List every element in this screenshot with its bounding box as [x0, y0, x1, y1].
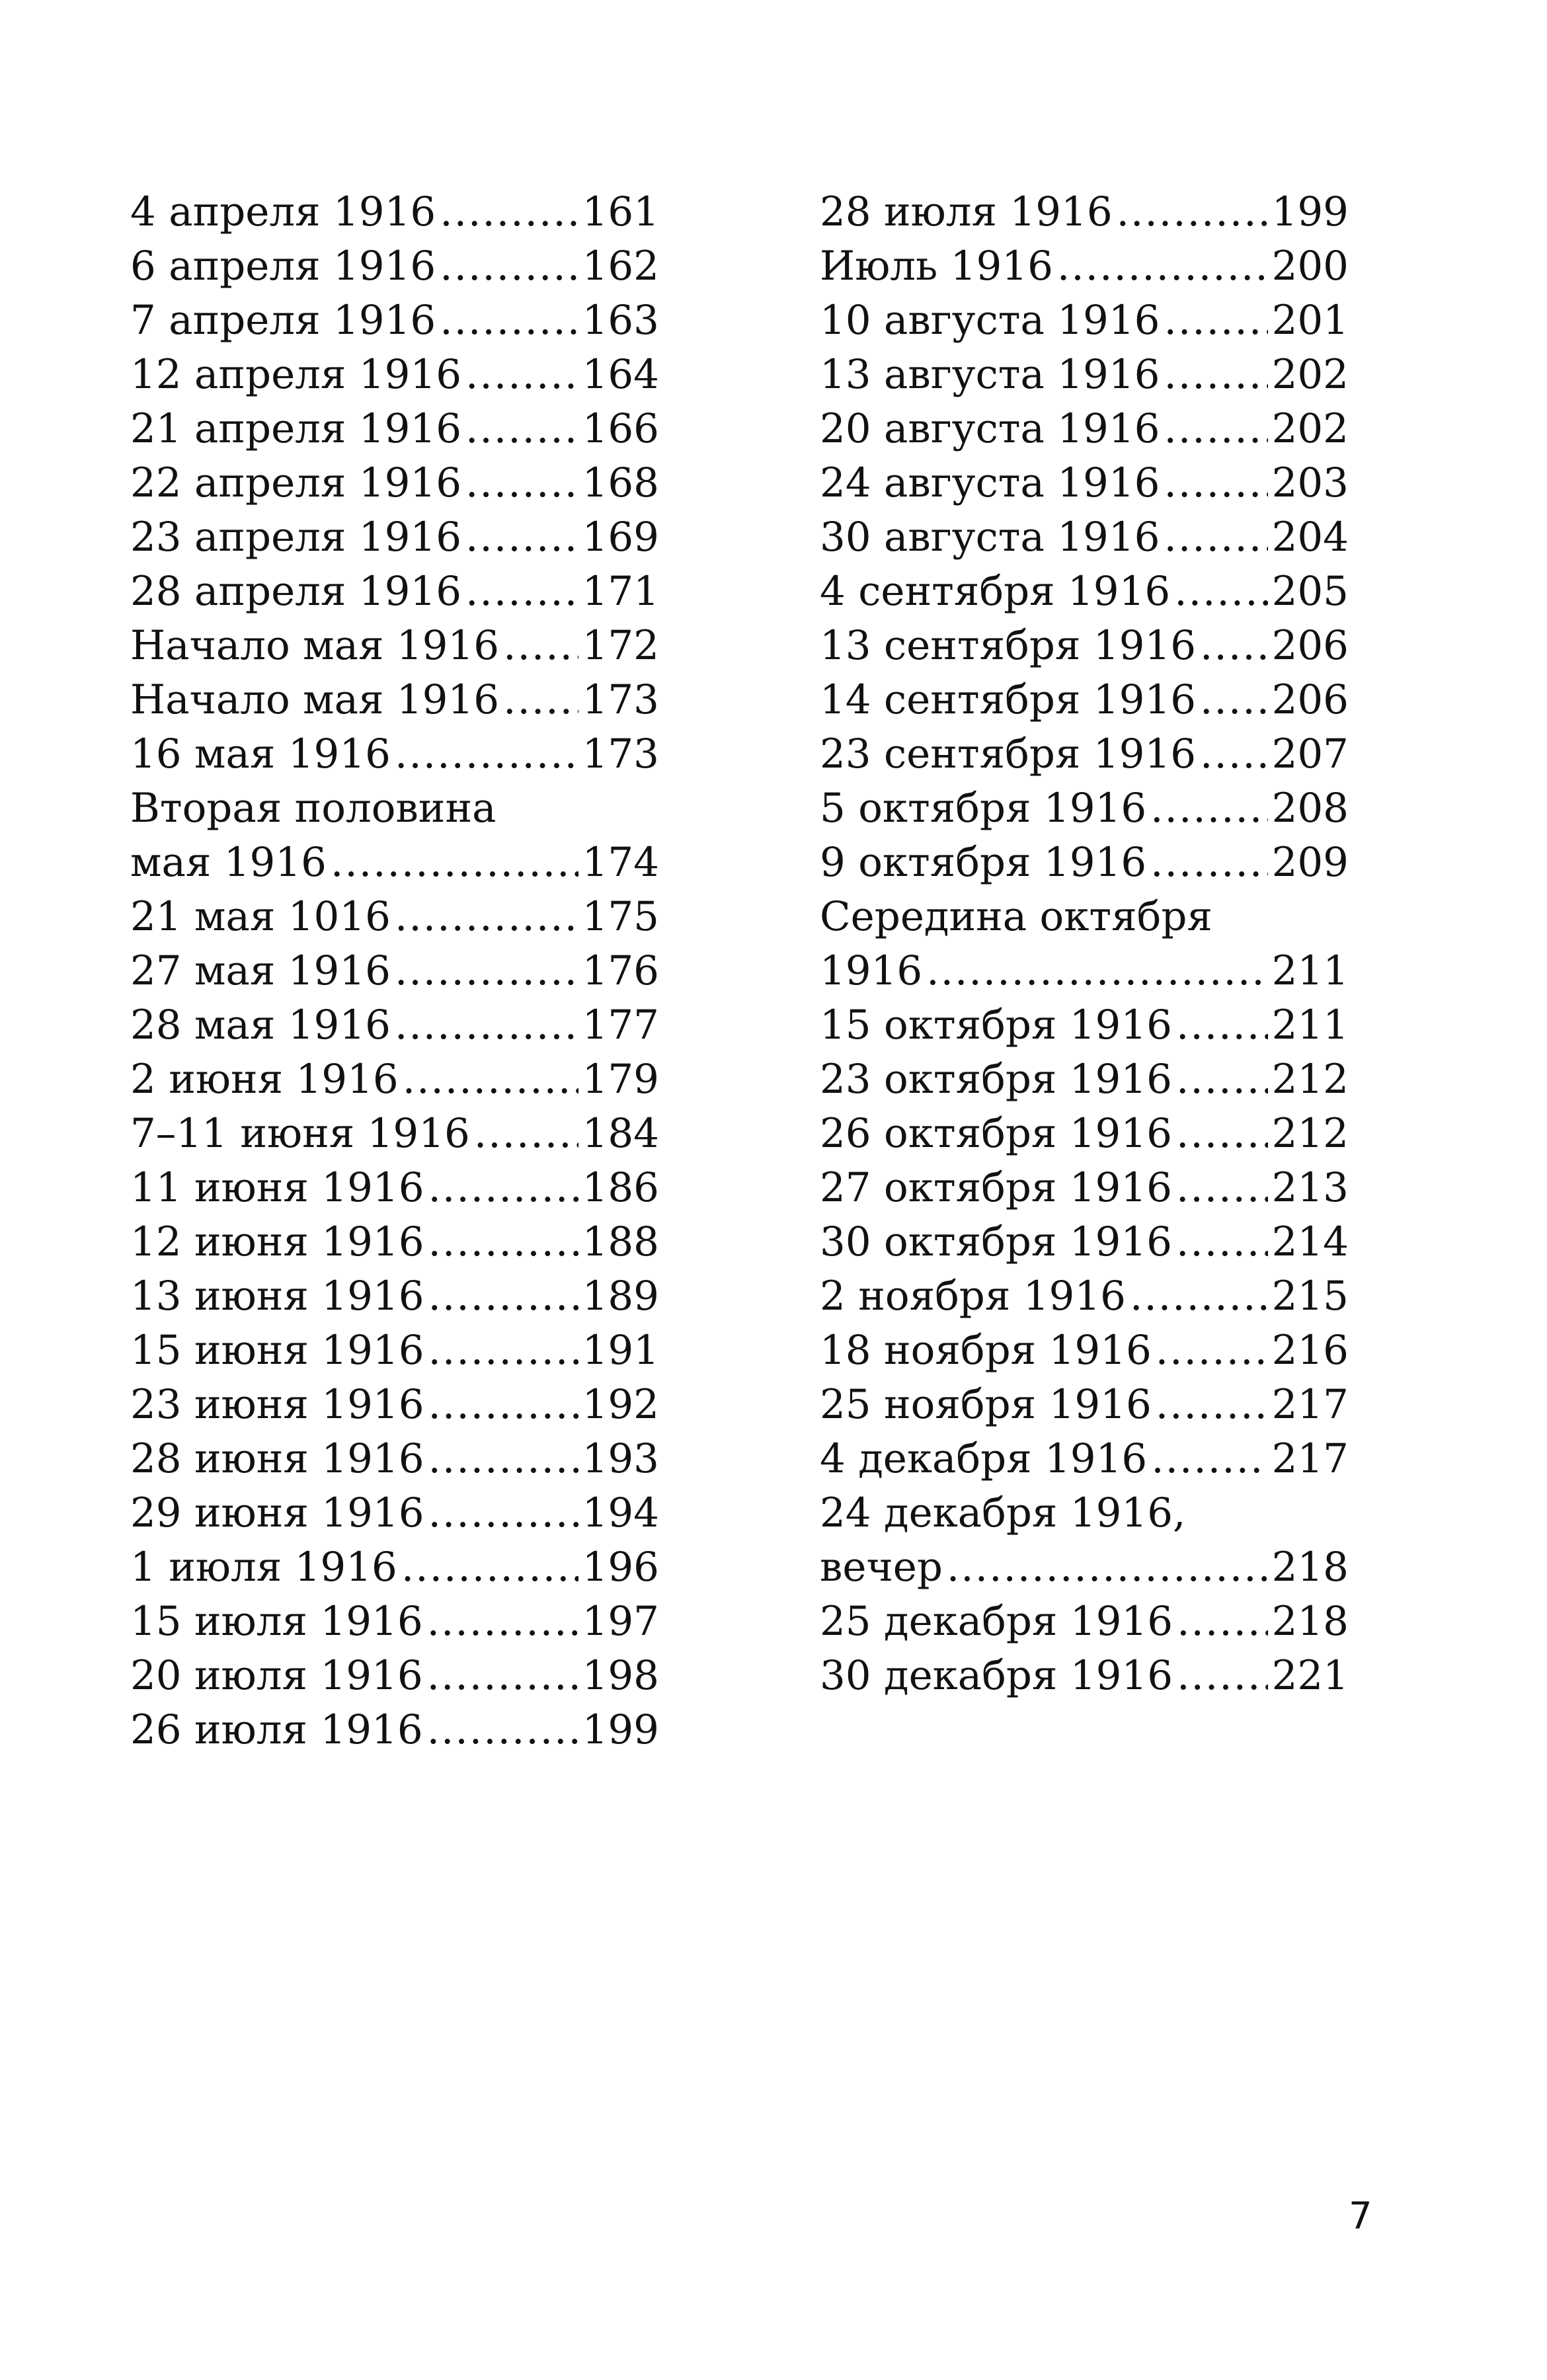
toc-entry-title: 27 октября 1916: [820, 1164, 1172, 1211]
dot-leader: [1176, 1215, 1268, 1269]
dot-leader: [427, 1649, 578, 1703]
toc-entry: [820, 998, 1349, 1052]
dot-leader: [1164, 402, 1267, 456]
dot-leader: [1176, 998, 1268, 1052]
toc-entry: [130, 239, 659, 294]
dot-leader: [395, 727, 578, 781]
toc-entry: [820, 1378, 1349, 1432]
toc-entry: [820, 1649, 1349, 1703]
toc-entry-page: 201: [1271, 297, 1349, 344]
toc-entry: [820, 565, 1349, 619]
toc-entry: [130, 727, 659, 781]
toc-entry-title: 28 июня 1916: [130, 1435, 424, 1482]
toc-entry: [820, 1215, 1349, 1269]
toc-entry-page: 184: [582, 1110, 659, 1157]
toc-entry-title: 28 мая 1916: [130, 1002, 391, 1049]
dot-leader: [427, 1595, 578, 1649]
toc-entry-title: 30 октября 1916: [820, 1218, 1172, 1265]
toc-entry-title: 6 апреля 1916: [130, 243, 436, 290]
dot-leader: [465, 565, 578, 619]
toc-entry: [130, 1649, 659, 1703]
dot-leader: [1200, 673, 1268, 727]
toc-entry-page: 203: [1271, 459, 1349, 506]
toc-entry-page: 191: [582, 1327, 659, 1374]
toc-entry: [820, 456, 1349, 510]
toc-entry-title: 22 апреля 1916: [130, 459, 462, 506]
toc-entry-title: 20 августа 1916: [820, 405, 1160, 452]
dot-leader: [428, 1269, 578, 1324]
toc-entry: [820, 402, 1349, 456]
toc-entry-page: 206: [1271, 622, 1349, 669]
toc-entry: [130, 1595, 659, 1649]
toc-entry-page: 172: [582, 622, 659, 669]
toc-entry-title: 7–11 июня 1916: [130, 1110, 470, 1157]
toc-entry: [130, 1161, 659, 1215]
toc-entry: [130, 185, 659, 239]
toc-entry-title: вечер: [820, 1544, 943, 1591]
toc-entry: [130, 348, 659, 402]
toc-entry: [130, 1215, 659, 1269]
toc-entry-title: 26 июля 1916: [130, 1706, 423, 1753]
toc-entry: [130, 673, 659, 727]
toc-entry-title: 16 мая 1916: [130, 731, 391, 777]
toc-entry-page: 177: [582, 1002, 659, 1049]
toc-entry: [130, 944, 659, 998]
dot-leader: [427, 1703, 578, 1757]
dot-leader: [395, 890, 578, 944]
toc-entry-title: 23 сентября 1916: [820, 731, 1197, 777]
dot-leader: [1151, 1432, 1267, 1486]
toc-entry-page: 199: [1271, 188, 1349, 235]
toc-entry-title: 15 октября 1916: [820, 1002, 1172, 1049]
dot-leader: [401, 1540, 578, 1595]
toc-entry-page: 175: [582, 893, 659, 940]
dot-leader: [440, 294, 578, 348]
toc-entry-title: мая 1916: [130, 839, 327, 886]
dot-leader: [1164, 294, 1267, 348]
toc-entry-page: 204: [1271, 514, 1349, 561]
dot-leader: [1150, 836, 1267, 890]
toc-entry: [130, 1324, 659, 1378]
toc-entry: [130, 619, 659, 673]
toc-entry-title: 23 апреля 1916: [130, 514, 462, 561]
toc-entry-title-line: Вторая половина: [130, 785, 496, 832]
toc-entry-title: 27 мая 1916: [130, 947, 391, 994]
dot-leader: [440, 239, 578, 294]
dot-leader: [428, 1486, 578, 1540]
toc-entry-title: 7 апреля 1916: [130, 297, 436, 344]
toc-entry: [820, 1269, 1349, 1324]
toc-entry-title: Начало мая 1916: [130, 622, 500, 669]
toc-entry-page: 196: [582, 1544, 659, 1591]
toc-entry: [130, 998, 659, 1052]
toc-entry: [130, 1486, 659, 1540]
toc-entry-page: 197: [582, 1598, 659, 1645]
toc-entry: [820, 836, 1349, 890]
toc-entry: [130, 402, 659, 456]
toc-entry-page: 217: [1271, 1435, 1349, 1482]
toc-entry: [130, 1432, 659, 1486]
dot-leader: [1176, 1107, 1268, 1161]
toc-entry-title: 13 августа 1916: [820, 351, 1160, 398]
toc-entry-page: 215: [1271, 1273, 1349, 1320]
dot-leader: [1174, 565, 1267, 619]
toc-entry-page: 166: [582, 405, 659, 452]
toc-entry-page: 176: [582, 947, 659, 994]
toc-entry: [130, 510, 659, 565]
toc-entry: [820, 781, 1349, 836]
toc-entry-page: 205: [1271, 568, 1349, 615]
toc-entry: [820, 1595, 1349, 1649]
toc-column-left: [130, 185, 659, 1757]
toc-entry-title: 11 июня 1916: [130, 1164, 424, 1211]
dot-leader: [395, 998, 578, 1052]
dot-leader: [1177, 1649, 1268, 1703]
toc-entry-title: 30 августа 1916: [820, 514, 1160, 561]
toc-entry-page: 211: [1271, 1002, 1349, 1049]
toc-entry-page: 188: [582, 1218, 659, 1265]
toc-entry: [130, 1540, 659, 1595]
toc-entry: [130, 456, 659, 510]
toc-entry-page: 218: [1271, 1598, 1349, 1645]
toc-entry-title: Начало мая 1916: [130, 676, 500, 723]
toc-entry-page: 213: [1271, 1164, 1349, 1211]
dot-leader: [1200, 727, 1268, 781]
toc-entry-page: 173: [582, 676, 659, 723]
toc-entry: [130, 294, 659, 348]
dot-leader: [331, 836, 578, 890]
toc-entry: [820, 1052, 1349, 1107]
toc-entry-page: 173: [582, 731, 659, 777]
toc-entry-title: 10 августа 1916: [820, 297, 1160, 344]
toc-entry-page: 179: [582, 1056, 659, 1103]
toc-entry-page: 189: [582, 1273, 659, 1320]
dot-leader: [428, 1432, 578, 1486]
dot-leader: [1200, 619, 1268, 673]
toc-entry-page: 214: [1271, 1218, 1349, 1265]
toc-entry: [820, 1324, 1349, 1378]
dot-leader: [1150, 781, 1267, 836]
dot-leader: [428, 1215, 578, 1269]
toc-entry-title: 12 июня 1916: [130, 1218, 424, 1265]
toc-entry-title: 25 ноября 1916: [820, 1381, 1152, 1428]
toc-entry: [820, 185, 1349, 239]
dot-leader: [428, 1161, 578, 1215]
page-number: 7: [1349, 2195, 1372, 2238]
toc-entry-title: 23 октября 1916: [820, 1056, 1172, 1103]
toc-entry-page: 164: [582, 351, 659, 398]
toc-entry: [820, 239, 1349, 294]
toc-entry-page: 162: [582, 243, 659, 290]
dot-leader: [440, 185, 578, 239]
toc-entry-title: 13 июня 1916: [130, 1273, 424, 1320]
toc-entry: [820, 944, 1349, 998]
toc-entry-title: 30 декабря 1916: [820, 1652, 1173, 1699]
toc-entry-page: 192: [582, 1381, 659, 1428]
toc-entry-page: 208: [1271, 785, 1349, 832]
toc-entry-page: 199: [582, 1706, 659, 1753]
dot-leader: [926, 944, 1267, 998]
toc-entry-title: 29 июня 1916: [130, 1489, 424, 1536]
toc-entry-title: 1916: [820, 947, 923, 994]
toc-entry-page: 202: [1271, 351, 1349, 398]
dot-leader: [465, 510, 578, 565]
toc-entry-title: 23 июня 1916: [130, 1381, 424, 1428]
dot-leader: [474, 1107, 578, 1161]
toc-entry: [820, 619, 1349, 673]
dot-leader: [503, 673, 578, 727]
toc-entry-page: 169: [582, 514, 659, 561]
dot-leader: [1117, 185, 1268, 239]
toc-entry-page: 200: [1271, 243, 1349, 290]
toc-entry-title-line: Середина октября: [820, 893, 1212, 940]
toc-entry-title: 21 мая 1016: [130, 893, 391, 940]
toc-entry-page: 168: [582, 459, 659, 506]
dot-leader: [428, 1378, 578, 1432]
dot-leader: [465, 348, 578, 402]
toc-entry-page: 206: [1271, 676, 1349, 723]
toc-entry-page: 198: [582, 1652, 659, 1699]
toc-entry-title: 15 июля 1916: [130, 1598, 423, 1645]
toc-entry-page: 186: [582, 1164, 659, 1211]
dot-leader: [428, 1324, 578, 1378]
toc-entry-title: 4 апреля 1916: [130, 188, 436, 235]
toc-entry-title: 4 декабря 1916: [820, 1435, 1148, 1482]
toc-entry: [130, 1107, 659, 1161]
toc-entry: [130, 1378, 659, 1432]
dot-leader: [1176, 1052, 1268, 1107]
toc-entry-title: 20 июля 1916: [130, 1652, 423, 1699]
toc-entry-title: Июль 1916: [820, 243, 1053, 290]
toc-entry: [820, 1161, 1349, 1215]
toc-entry: [820, 1540, 1349, 1595]
dot-leader: [465, 456, 578, 510]
toc-entry-title: 21 апреля 1916: [130, 405, 462, 452]
dot-leader: [1156, 1324, 1268, 1378]
toc-entry-title: 25 декабря 1916: [820, 1598, 1173, 1645]
toc-entry: [820, 1432, 1349, 1486]
toc-entry-title: 5 октября 1916: [820, 785, 1147, 832]
toc-entry-title: 28 июля 1916: [820, 188, 1113, 235]
dot-leader: [1130, 1269, 1268, 1324]
toc-column-right: [820, 185, 1349, 1703]
toc-entry-page: 216: [1271, 1327, 1349, 1374]
toc-entry-page: 194: [582, 1489, 659, 1536]
dot-leader: [1177, 1595, 1268, 1649]
toc-entry-title: 13 сентября 1916: [820, 622, 1197, 669]
toc-entry: [820, 510, 1349, 565]
toc-entry: [130, 890, 659, 944]
toc-entry-title: 1 июля 1916: [130, 1544, 397, 1591]
dot-leader: [1176, 1161, 1268, 1215]
dot-leader: [1057, 239, 1268, 294]
dot-leader: [1164, 510, 1267, 565]
toc-entry-page: 171: [582, 568, 659, 615]
toc-entry: [130, 1703, 659, 1757]
toc-entry-title: 2 июня 1916: [130, 1056, 399, 1103]
toc-entry: [820, 673, 1349, 727]
toc-entry-page: 193: [582, 1435, 659, 1482]
toc-entry-page: 163: [582, 297, 659, 344]
toc-entry-page: 221: [1271, 1652, 1349, 1699]
toc-entry-page: 218: [1271, 1544, 1349, 1591]
dot-leader: [1164, 456, 1267, 510]
toc-entry-page: 202: [1271, 405, 1349, 452]
dot-leader: [395, 944, 578, 998]
dot-leader: [1156, 1378, 1268, 1432]
toc-entry-page: 207: [1271, 731, 1349, 777]
toc-entry: [130, 1269, 659, 1324]
dot-leader: [465, 402, 578, 456]
toc-entry-title: 9 октября 1916: [820, 839, 1147, 886]
toc-entry-title: 12 апреля 1916: [130, 351, 462, 398]
toc-entry-title-line: 24 декабря 1916,: [820, 1489, 1186, 1536]
toc-entry-page: 211: [1271, 947, 1349, 994]
toc-entry: [130, 1052, 659, 1107]
toc-entry: [820, 727, 1349, 781]
toc-entry-page: 174: [582, 839, 659, 886]
toc-entry-page: 217: [1271, 1381, 1349, 1428]
toc-entry: [820, 348, 1349, 402]
toc-entry-title: 28 апреля 1916: [130, 568, 462, 615]
toc-entry-title: 4 сентября 1916: [820, 568, 1171, 615]
toc-entry-title: 18 ноября 1916: [820, 1327, 1152, 1374]
toc-entry-title: 2 ноября 1916: [820, 1273, 1126, 1320]
toc-entry: [130, 565, 659, 619]
toc-entry-title: 26 октября 1916: [820, 1110, 1172, 1157]
toc-entry-title: 24 августа 1916: [820, 459, 1160, 506]
dot-leader: [503, 619, 578, 673]
toc-entry: [820, 1107, 1349, 1161]
toc-entry-page: 212: [1271, 1110, 1349, 1157]
toc-entry-page: 212: [1271, 1056, 1349, 1103]
dot-leader: [947, 1540, 1268, 1595]
toc-entry-page: 209: [1271, 839, 1349, 886]
dot-leader: [403, 1052, 578, 1107]
toc-entry: [130, 836, 659, 890]
toc-entry-page: 161: [582, 188, 659, 235]
dot-leader: [1164, 348, 1267, 402]
toc-entry: [820, 294, 1349, 348]
toc-entry-title: 14 сентября 1916: [820, 676, 1197, 723]
toc-entry-title: 15 июня 1916: [130, 1327, 424, 1374]
